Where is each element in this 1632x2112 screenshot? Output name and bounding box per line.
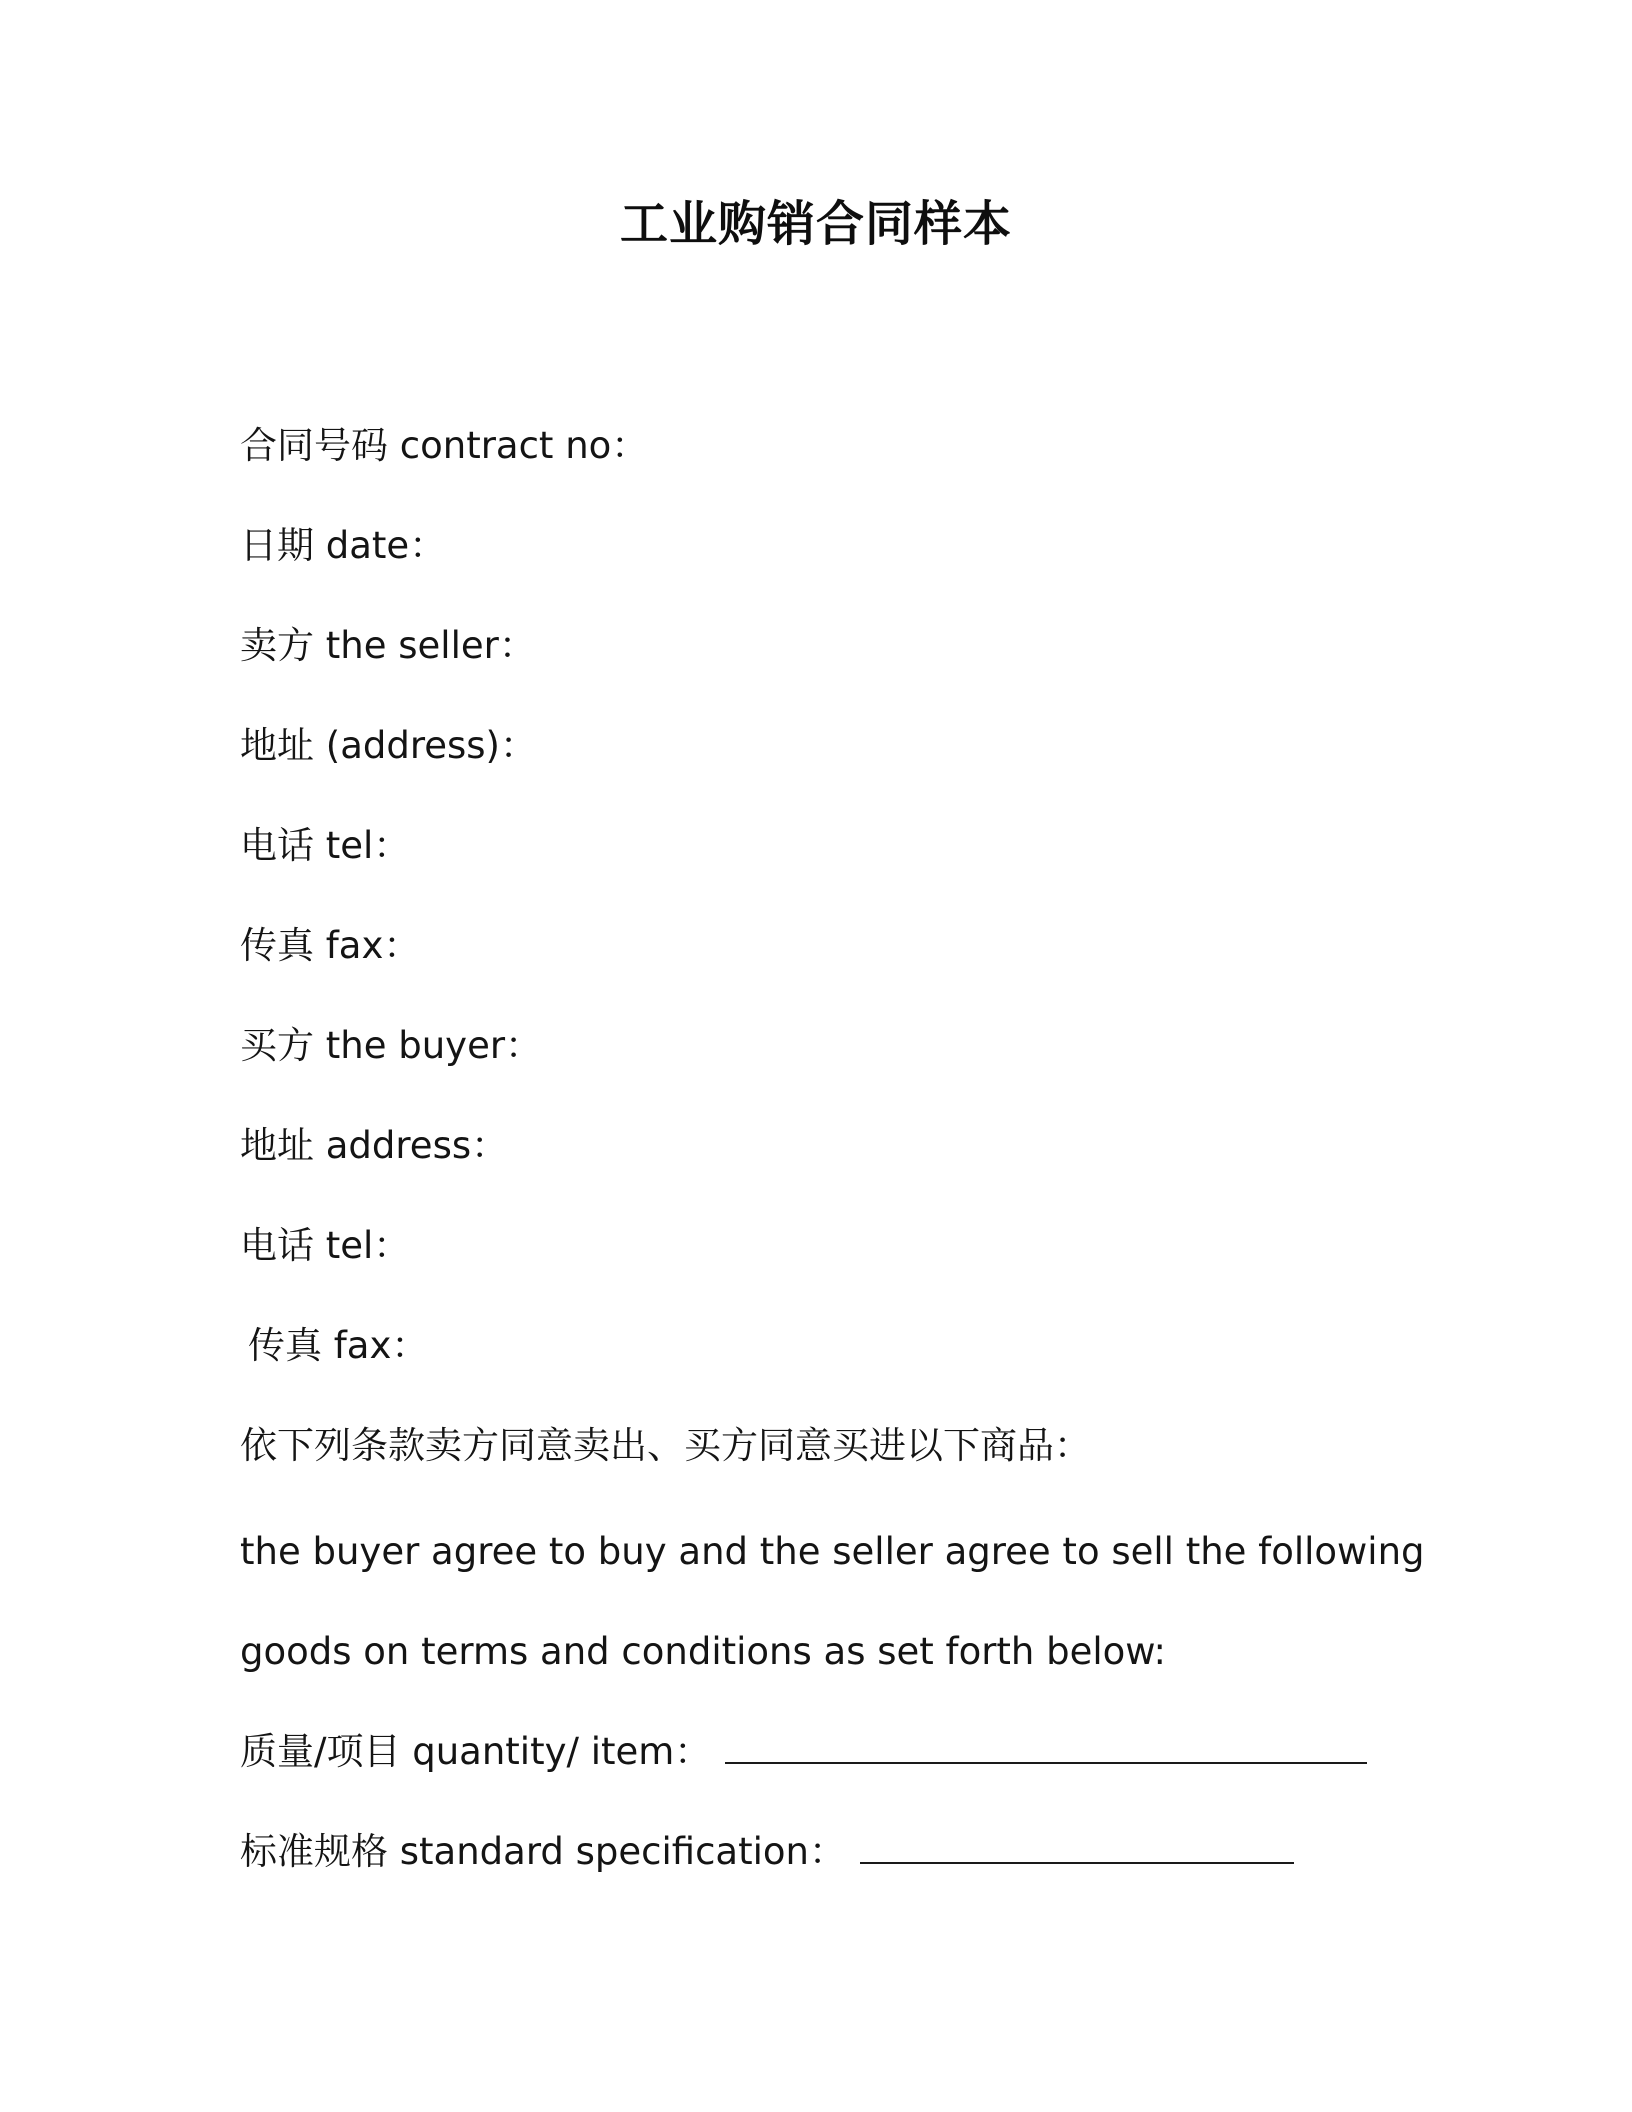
quantity-item-row xyxy=(240,1727,1367,1777)
standard-specification-row xyxy=(240,1827,1294,1877)
seller-label: 卖方 the seller： xyxy=(240,624,536,667)
seller-fax-label: 传真 fax： xyxy=(240,924,421,967)
date-label: 日期 date： xyxy=(240,524,447,567)
standard-specification-label: 标准规格 standard specification： xyxy=(240,1830,846,1873)
agreement-clause-chinese: 依下列条款卖方同意卖出、买方同意买进以下商品： xyxy=(240,1424,1091,1467)
buyer-tel-label: 电话 tel： xyxy=(240,1224,411,1267)
agreement-clause-english-line1: the buyer agree to buy and the seller agree to sell the following xyxy=(240,1530,1425,1573)
document-title: 工业购销合同样本 xyxy=(619,196,1012,252)
quantity-item-blank-line xyxy=(725,1732,1367,1764)
buyer-label: 买方 the buyer： xyxy=(240,1024,543,1067)
agreement-clause-english-line2: goods on terms and conditions as set forth below: xyxy=(240,1630,1167,1673)
seller-tel-label: 电话 tel： xyxy=(240,824,411,867)
seller-address-label: 地址 (address)： xyxy=(240,724,537,767)
standard-specification-blank-line xyxy=(860,1832,1294,1864)
quantity-item-label: 质量/项目 quantity/ item： xyxy=(240,1730,712,1773)
contract-no-label: 合同号码 contract no： xyxy=(240,424,649,467)
buyer-fax-label: 传真 fax： xyxy=(248,1324,429,1367)
buyer-address-label: 地址 address： xyxy=(240,1124,509,1167)
